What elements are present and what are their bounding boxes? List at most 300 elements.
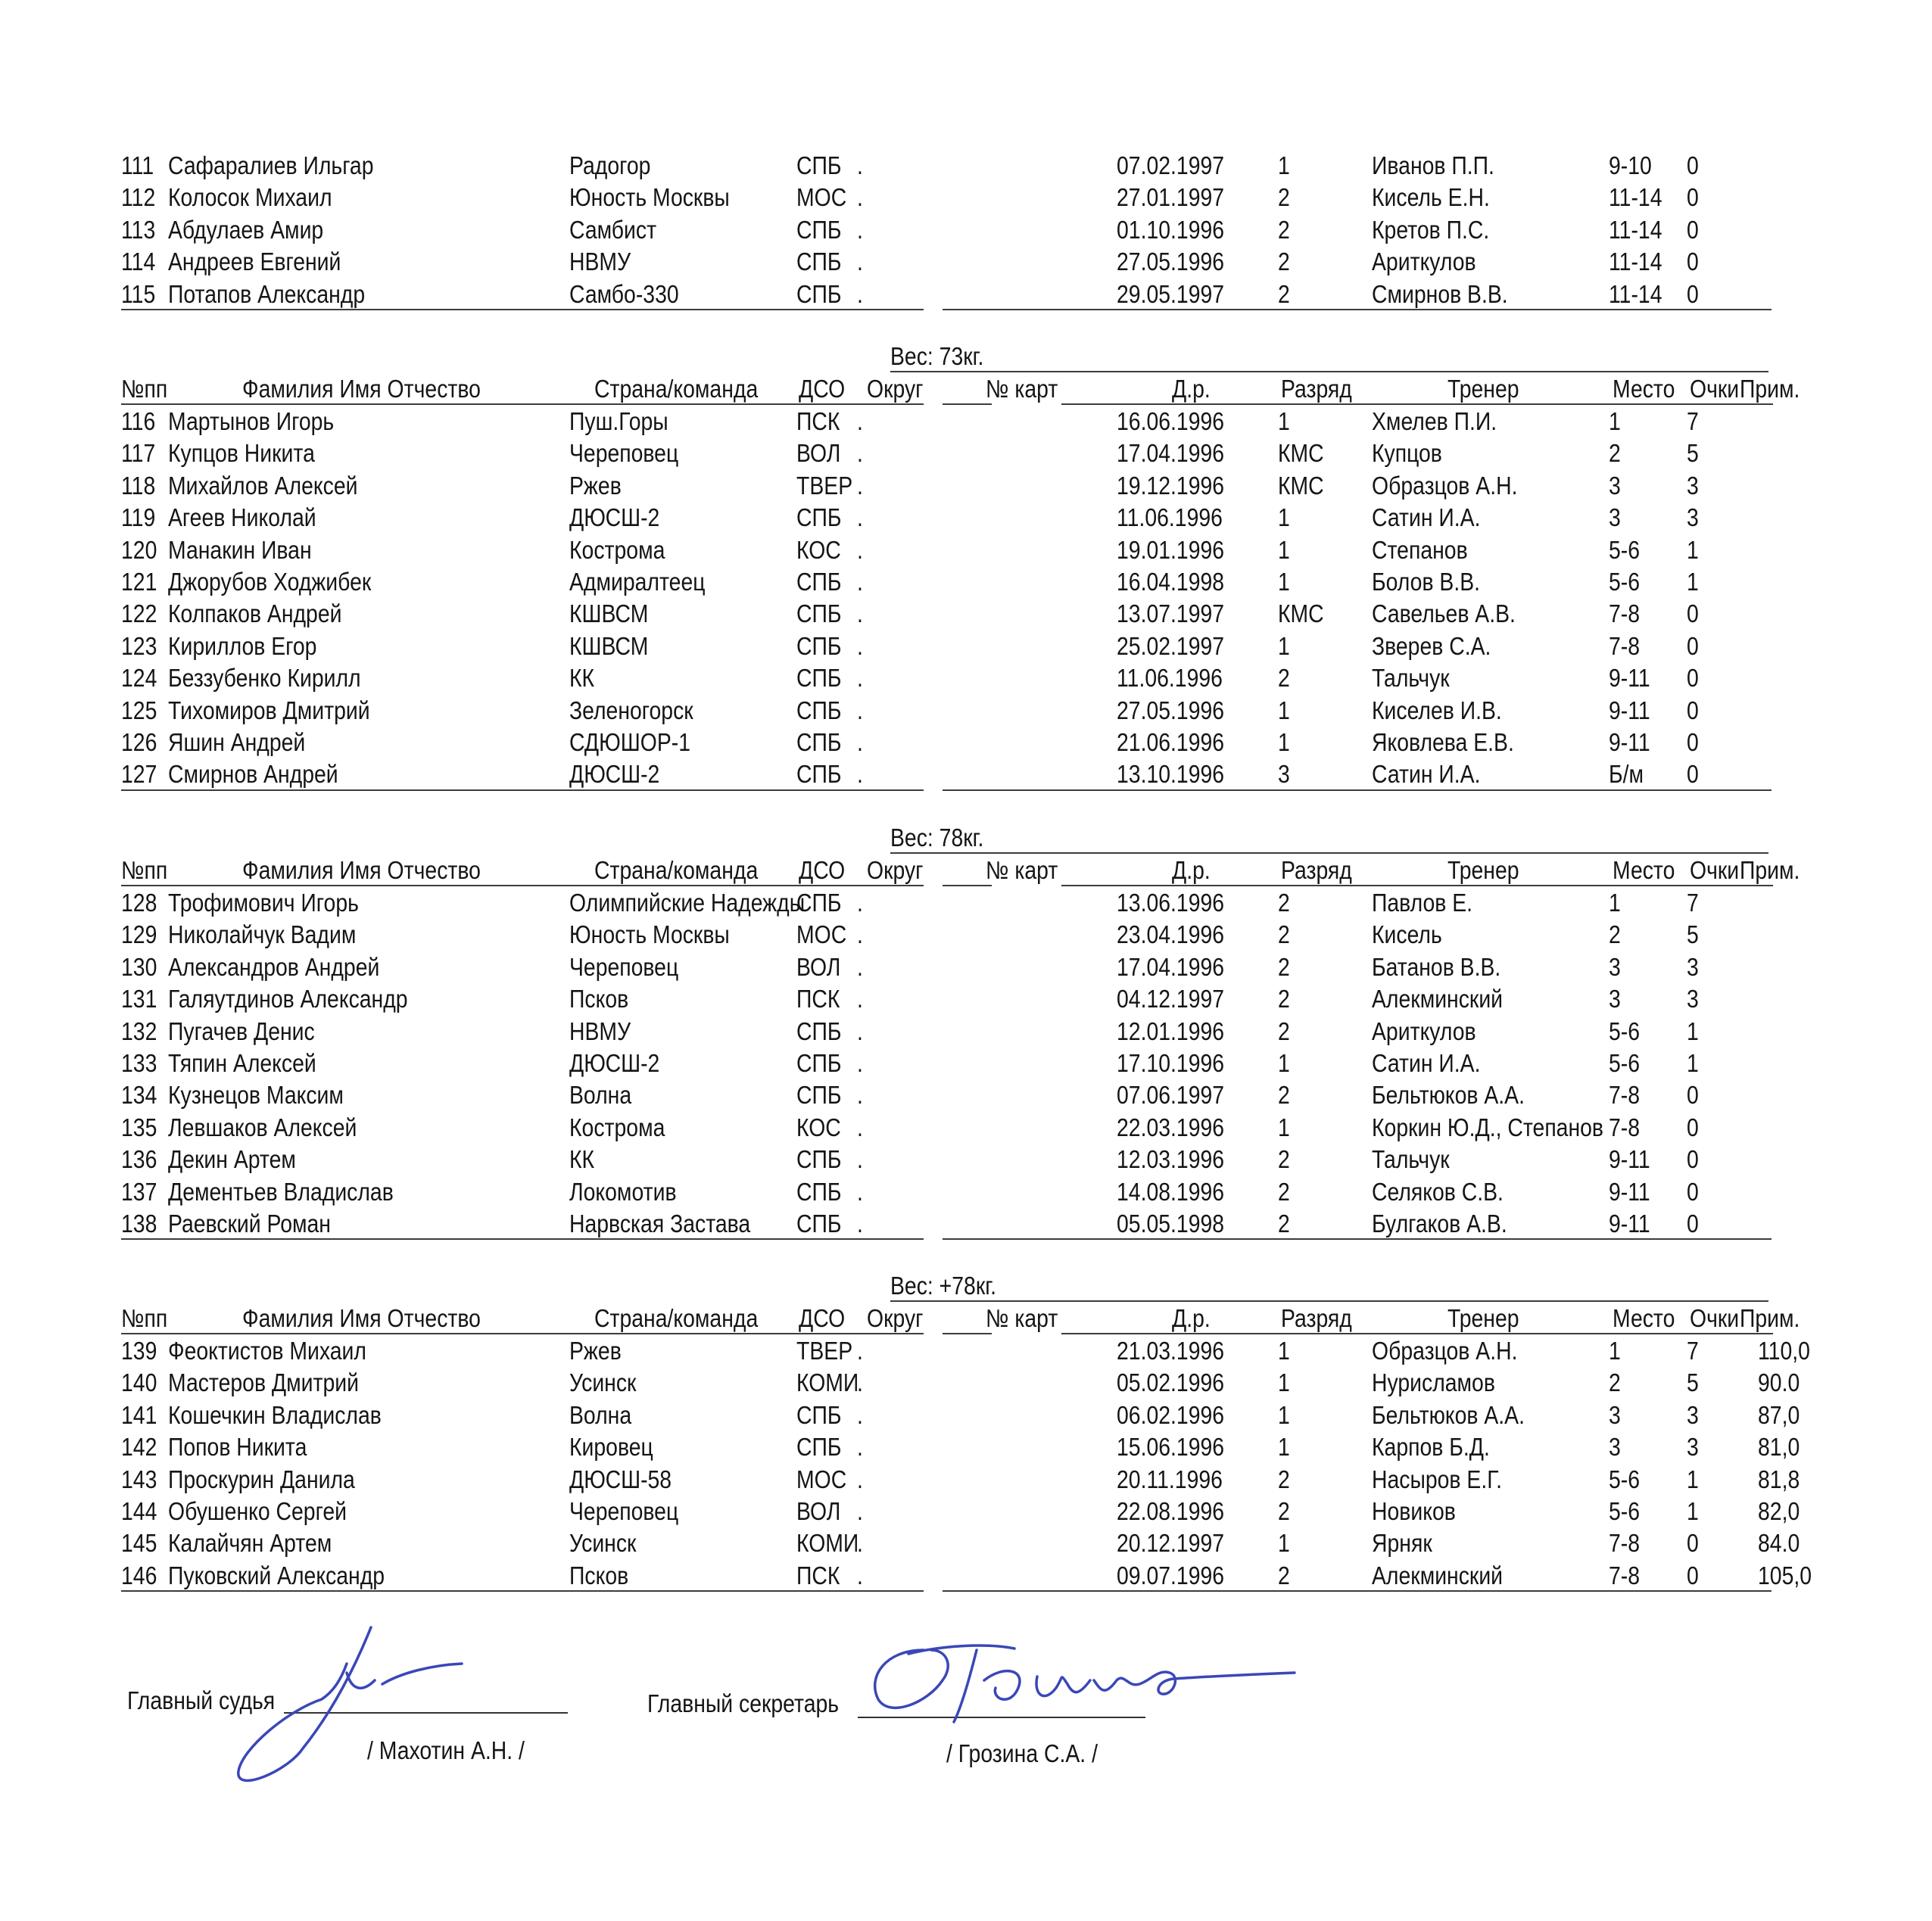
cell-dob: 19.12.1996 xyxy=(1117,471,1225,500)
cell-coach: Образцов А.Н. xyxy=(1372,471,1518,500)
cell-dso: СПБ xyxy=(796,1400,842,1429)
cell-dob: 11.06.1996 xyxy=(1117,664,1223,693)
column-header-coach: Тренер xyxy=(1447,856,1519,884)
cell-dso: СПБ xyxy=(796,1145,842,1174)
cell-dob: 14.08.1996 xyxy=(1117,1177,1225,1206)
cell-place: 5-6 xyxy=(1609,1049,1641,1077)
cell-dso: ТВЕР xyxy=(796,1337,853,1365)
column-header-card: № карт xyxy=(986,1304,1058,1332)
cell-points: 5 xyxy=(1687,439,1699,468)
cell-num: 113 xyxy=(121,215,156,244)
cell-name: Агеев Николай xyxy=(168,503,316,532)
cell-num: 143 xyxy=(121,1465,157,1493)
column-header-points: Очки xyxy=(1690,856,1740,884)
cell-coach: Булгаков А.В. xyxy=(1372,1210,1507,1238)
cell-rank: 2 xyxy=(1278,183,1290,212)
cell-dso: СПБ xyxy=(796,696,842,724)
cell-dob: 09.07.1996 xyxy=(1117,1561,1225,1589)
chief-judge-name: / Махотин А.Н. / xyxy=(367,1736,525,1764)
cell-team: Череповец xyxy=(569,952,679,981)
cell-coach: Иванов П.П. xyxy=(1372,151,1494,179)
cell-points: 0 xyxy=(1687,248,1699,276)
cell-dso: СПБ xyxy=(796,760,842,789)
column-header-team: Страна/команда xyxy=(594,1304,759,1332)
cell-team: Усинск xyxy=(569,1529,637,1558)
cell-coach: Карпов Б.Д. xyxy=(1372,1433,1490,1462)
cell-dso: КОМИ xyxy=(796,1529,859,1558)
cell-name: Левшаков Алексей xyxy=(168,1113,357,1141)
cell-okrug: . xyxy=(857,1113,863,1141)
cell-points: 0 xyxy=(1687,1145,1699,1174)
cell-points: 3 xyxy=(1687,1400,1699,1429)
header-rule xyxy=(943,1333,992,1334)
table-row xyxy=(0,1399,1932,1431)
cell-name: Джорубов Ходжибек xyxy=(168,568,372,596)
cell-okrug: . xyxy=(857,920,863,949)
cell-dso: СПБ xyxy=(796,889,842,917)
cell-num: 126 xyxy=(121,728,157,756)
cell-okrug: . xyxy=(857,1049,863,1077)
cell-rank: 1 xyxy=(1278,1113,1290,1141)
cell-rank: 1 xyxy=(1278,1368,1290,1397)
cell-coach: Ярняк xyxy=(1372,1529,1432,1558)
cell-name: Кузнецов Максим xyxy=(168,1081,344,1110)
cell-num: 121 xyxy=(121,568,157,596)
header-rule xyxy=(1061,1333,1773,1334)
cell-name: Абдулаев Амир xyxy=(168,215,324,244)
cell-rank: 2 xyxy=(1278,1497,1290,1525)
cell-dso: ТВЕР xyxy=(796,471,853,500)
cell-okrug: . xyxy=(857,1433,863,1462)
cell-team: Пуш.Горы xyxy=(569,407,668,435)
cell-okrug: . xyxy=(857,985,863,1013)
table-row xyxy=(0,150,1932,182)
cell-points: 0 xyxy=(1687,728,1699,756)
group-bottom-rule xyxy=(943,1238,1772,1240)
cell-coach: Насыров Е.Г. xyxy=(1372,1465,1502,1493)
cell-place: 5-6 xyxy=(1609,1465,1641,1493)
cell-okrug: . xyxy=(857,631,863,660)
cell-team: Кировец xyxy=(569,1433,653,1462)
cell-place: 9-11 xyxy=(1609,1210,1650,1238)
cell-num: 140 xyxy=(121,1368,157,1397)
cell-okrug: . xyxy=(857,535,863,564)
cell-place: 9-11 xyxy=(1609,728,1650,756)
cell-team: Ржев xyxy=(569,471,622,500)
cell-name: Купцов Никита xyxy=(168,439,315,468)
cell-dso: МОС xyxy=(796,1465,847,1493)
cell-dso: СПБ xyxy=(796,503,842,532)
cell-okrug: . xyxy=(857,952,863,981)
cell-rank: 1 xyxy=(1278,535,1290,564)
cell-points: 0 xyxy=(1687,760,1699,789)
cell-okrug: . xyxy=(857,889,863,917)
cell-coach: Хмелев П.И. xyxy=(1372,407,1497,435)
cell-num: 115 xyxy=(121,279,156,308)
cell-team: Кострома xyxy=(569,1113,665,1141)
column-header-rank: Разряд xyxy=(1281,375,1352,403)
cell-dso: КОМИ xyxy=(796,1368,859,1397)
cell-dob: 16.04.1998 xyxy=(1117,568,1225,596)
cell-name: Тяпин Алексей xyxy=(168,1049,316,1077)
cell-rank: 1 xyxy=(1278,728,1290,756)
cell-coach: Сатин И.А. xyxy=(1372,503,1481,532)
cell-okrug: . xyxy=(857,1465,863,1493)
cell-team: Зеленогорск xyxy=(569,696,693,724)
cell-coach: Купцов xyxy=(1372,439,1442,468)
cell-place: 7-8 xyxy=(1609,631,1641,660)
chief-judge-signature xyxy=(220,1620,477,1794)
cell-rank: 1 xyxy=(1278,568,1290,596)
cell-rank: 1 xyxy=(1278,1400,1290,1429)
cell-place: 5-6 xyxy=(1609,568,1641,596)
cell-team: КШВСМ xyxy=(569,631,649,660)
cell-okrug: . xyxy=(857,1145,863,1174)
cell-okrug: . xyxy=(857,1210,863,1238)
cell-dob: 12.01.1996 xyxy=(1117,1017,1225,1045)
cell-place: 3 xyxy=(1609,985,1621,1013)
table-row xyxy=(0,1208,1932,1240)
header-rule xyxy=(121,1333,924,1334)
cell-num: 144 xyxy=(121,1497,157,1525)
cell-points: 0 xyxy=(1687,183,1699,212)
column-header-okrug: Округ xyxy=(867,856,924,884)
table-row xyxy=(0,1079,1932,1111)
cell-name: Манакин Иван xyxy=(168,535,312,564)
cell-points: 5 xyxy=(1687,920,1699,949)
chief-judge-label: Главный судья xyxy=(127,1686,276,1714)
column-header-rank: Разряд xyxy=(1281,856,1352,884)
cell-note: 81,8 xyxy=(1758,1465,1800,1493)
cell-dob: 07.02.1997 xyxy=(1117,151,1225,179)
cell-team: НВМУ xyxy=(569,248,631,276)
column-header-fio: Фамилия Имя Отчество xyxy=(242,856,481,884)
cell-place: 1 xyxy=(1609,1337,1621,1365)
cell-dso: КОС xyxy=(796,1113,841,1141)
cell-dso: ПСК xyxy=(796,407,840,435)
cell-dob: 11.06.1996 xyxy=(1117,503,1223,532)
cell-coach: Алекминский xyxy=(1372,1561,1504,1589)
cell-coach: Нурисламов xyxy=(1372,1368,1495,1397)
header-rule xyxy=(943,403,992,405)
cell-num: 124 xyxy=(121,664,157,693)
cell-okrug: . xyxy=(857,599,863,628)
cell-points: 3 xyxy=(1687,952,1699,981)
group-bottom-rule xyxy=(121,789,924,791)
cell-num: 118 xyxy=(121,471,156,500)
cell-note: 84.0 xyxy=(1758,1529,1800,1558)
table-row xyxy=(0,1527,1932,1559)
cell-team: Самбист xyxy=(569,215,657,244)
cell-dob: 17.04.1996 xyxy=(1117,952,1225,981)
cell-dob: 21.03.1996 xyxy=(1117,1337,1225,1365)
cell-place: 7-8 xyxy=(1609,1529,1641,1558)
column-header-note: Прим. xyxy=(1740,1304,1800,1332)
table-row xyxy=(0,1431,1932,1463)
table-row xyxy=(0,470,1932,502)
cell-team: Череповец xyxy=(569,439,679,468)
cell-dob: 27.05.1996 xyxy=(1117,696,1225,724)
table-row xyxy=(0,1112,1932,1144)
cell-okrug: . xyxy=(857,215,863,244)
cell-dso: СПБ xyxy=(796,1433,842,1462)
cell-num: 139 xyxy=(121,1337,157,1365)
cell-points: 0 xyxy=(1687,1113,1699,1141)
cell-okrug: . xyxy=(857,1497,863,1525)
column-header-dob: Д.р. xyxy=(1172,375,1211,403)
column-header-dso: ДСО xyxy=(799,375,846,403)
cell-dso: КОС xyxy=(796,535,841,564)
column-header-points: Очки xyxy=(1690,1304,1740,1332)
cell-name: Михайлов Алексей xyxy=(168,471,358,500)
cell-name: Колосок Михаил xyxy=(168,183,332,212)
cell-num: 120 xyxy=(121,535,157,564)
cell-rank: 2 xyxy=(1278,952,1290,981)
cell-coach: Селяков С.В. xyxy=(1372,1177,1504,1206)
cell-num: 117 xyxy=(121,439,156,468)
cell-team: Череповец xyxy=(569,1497,679,1525)
cell-dob: 20.11.1996 xyxy=(1117,1465,1223,1493)
cell-points: 1 xyxy=(1687,568,1699,596)
cell-dso: ВОЛ xyxy=(796,439,841,468)
cell-team: КК xyxy=(569,664,595,693)
column-header-okrug: Округ xyxy=(867,375,924,403)
cell-dob: 20.12.1997 xyxy=(1117,1529,1225,1558)
header-rule xyxy=(121,403,924,405)
cell-rank: 1 xyxy=(1278,1337,1290,1365)
cell-num: 130 xyxy=(121,952,157,981)
cell-name: Александров Андрей xyxy=(168,952,380,981)
cell-team: ДЮСШ-2 xyxy=(569,760,660,789)
cell-team: Псков xyxy=(569,985,629,1013)
cell-points: 0 xyxy=(1687,1081,1699,1110)
column-header-fio: Фамилия Имя Отчество xyxy=(242,375,481,403)
table-row xyxy=(0,182,1932,213)
cell-dso: ПСК xyxy=(796,1561,840,1589)
cell-rank: 2 xyxy=(1278,1561,1290,1589)
cell-points: 1 xyxy=(1687,1465,1699,1493)
cell-num: 123 xyxy=(121,631,157,660)
table-row xyxy=(0,951,1932,983)
cell-coach: Зверев С.А. xyxy=(1372,631,1491,660)
cell-dso: СПБ xyxy=(796,248,842,276)
cell-coach: Коркин Ю.Д., Степанов xyxy=(1372,1113,1604,1141)
cell-points: 0 xyxy=(1687,631,1699,660)
cell-coach: Павлов Е. xyxy=(1372,889,1473,917)
column-header-num: №пп xyxy=(121,856,168,884)
cell-points: 1 xyxy=(1687,1049,1699,1077)
column-header-place: Место xyxy=(1613,1304,1675,1332)
cell-rank: 2 xyxy=(1278,279,1290,308)
cell-name: Раевский Роман xyxy=(168,1210,331,1238)
cell-num: 136 xyxy=(121,1145,157,1174)
column-header-place: Место xyxy=(1613,856,1675,884)
chief-secretary-name: / Грозина С.А. / xyxy=(946,1739,1098,1767)
cell-place: 3 xyxy=(1609,1433,1621,1462)
cell-name: Яшин Андрей xyxy=(168,728,306,756)
cell-place: 9-11 xyxy=(1609,664,1650,693)
cell-points: 7 xyxy=(1687,1337,1699,1365)
group-bottom-rule xyxy=(121,1590,924,1592)
cell-coach: Савельев А.В. xyxy=(1372,599,1516,628)
cell-place: 1 xyxy=(1609,407,1621,435)
cell-num: 137 xyxy=(121,1177,157,1206)
cell-coach: Киселев И.В. xyxy=(1372,696,1502,724)
cell-dob: 17.04.1996 xyxy=(1117,439,1225,468)
table-row xyxy=(0,246,1932,278)
cell-place: 9-11 xyxy=(1609,696,1650,724)
cell-num: 129 xyxy=(121,920,157,949)
cell-name: Проскурин Данила xyxy=(168,1465,355,1493)
cell-place: 11-14 xyxy=(1609,279,1662,308)
cell-place: 3 xyxy=(1609,471,1621,500)
cell-okrug: . xyxy=(857,1400,863,1429)
cell-team: Юность Москвы xyxy=(569,920,730,949)
cell-dob: 25.02.1997 xyxy=(1117,631,1225,660)
cell-rank: КМС xyxy=(1278,471,1324,500)
cell-num: 142 xyxy=(121,1433,157,1462)
cell-rank: 2 xyxy=(1278,664,1290,693)
header-rule xyxy=(121,885,924,886)
cell-place: 5-6 xyxy=(1609,1017,1641,1045)
cell-rank: КМС xyxy=(1278,439,1324,468)
cell-name: Николайчук Вадим xyxy=(168,920,357,949)
cell-num: 127 xyxy=(121,760,157,789)
cell-team: Самбо-330 xyxy=(569,279,679,308)
table-row xyxy=(0,1016,1932,1048)
cell-rank: 1 xyxy=(1278,151,1290,179)
cell-rank: 1 xyxy=(1278,1433,1290,1462)
chief-secretary-label: Главный секретарь xyxy=(647,1689,840,1717)
cell-num: 112 xyxy=(121,183,156,212)
cell-points: 3 xyxy=(1687,1433,1699,1462)
cell-name: Феоктистов Михаил xyxy=(168,1337,366,1365)
cell-okrug: . xyxy=(857,248,863,276)
cell-name: Попов Никита xyxy=(168,1433,307,1462)
cell-coach: Новиков xyxy=(1372,1497,1456,1525)
cell-rank: 3 xyxy=(1278,760,1290,789)
cell-okrug: . xyxy=(857,1368,863,1397)
cell-num: 119 xyxy=(121,503,156,532)
cell-coach: Образцов А.Н. xyxy=(1372,1337,1518,1365)
cell-okrug: . xyxy=(857,1529,863,1558)
column-header-fio: Фамилия Имя Отчество xyxy=(242,1304,481,1332)
cell-coach: Яковлева Е.В. xyxy=(1372,728,1514,756)
cell-team: Ржев xyxy=(569,1337,622,1365)
cell-dso: МОС xyxy=(796,920,847,949)
cell-place: 7-8 xyxy=(1609,1113,1641,1141)
cell-note: 81,0 xyxy=(1758,1433,1800,1462)
cell-okrug: . xyxy=(857,760,863,789)
column-header-coach: Тренер xyxy=(1447,1304,1519,1332)
cell-team: ДЮСШ-2 xyxy=(569,1049,660,1077)
cell-place: 2 xyxy=(1609,1368,1621,1397)
header-rule xyxy=(943,885,992,886)
cell-dso: СПБ xyxy=(796,279,842,308)
group-bottom-rule xyxy=(943,1590,1772,1592)
cell-coach: Смирнов В.В. xyxy=(1372,279,1508,308)
cell-place: 7-8 xyxy=(1609,1081,1641,1110)
cell-place: 9-11 xyxy=(1609,1145,1650,1174)
group-bottom-rule xyxy=(943,309,1772,310)
cell-okrug: . xyxy=(857,728,863,756)
column-header-place: Место xyxy=(1613,375,1675,403)
cell-place: 7-8 xyxy=(1609,599,1641,628)
cell-place: 11-14 xyxy=(1609,215,1662,244)
cell-points: 7 xyxy=(1687,889,1699,917)
cell-team: Волна xyxy=(569,1081,632,1110)
table-row xyxy=(0,887,1932,919)
weight-rule xyxy=(890,1300,1768,1302)
cell-rank: 2 xyxy=(1278,1465,1290,1493)
cell-place: 7-8 xyxy=(1609,1561,1641,1589)
column-header-num: №пп xyxy=(121,1304,168,1332)
cell-name: Калайчян Артем xyxy=(168,1529,332,1558)
column-header-dso: ДСО xyxy=(799,856,846,884)
cell-rank: 2 xyxy=(1278,1081,1290,1110)
column-header-num: №пп xyxy=(121,375,168,403)
cell-rank: 2 xyxy=(1278,1177,1290,1206)
cell-name: Дементьев Владислав xyxy=(168,1177,394,1206)
table-row xyxy=(0,1496,1932,1527)
table-row xyxy=(0,1560,1932,1592)
cell-place: 5-6 xyxy=(1609,535,1641,564)
column-header-note: Прим. xyxy=(1740,375,1800,403)
cell-note: 105,0 xyxy=(1758,1561,1812,1589)
table-row xyxy=(0,1144,1932,1175)
cell-points: 1 xyxy=(1687,535,1699,564)
table-row xyxy=(0,1048,1932,1079)
cell-note: 110,0 xyxy=(1758,1337,1810,1365)
cell-place: 9-10 xyxy=(1609,151,1652,179)
cell-rank: 1 xyxy=(1278,696,1290,724)
column-header-okrug: Округ xyxy=(867,1304,924,1332)
cell-num: 134 xyxy=(121,1081,157,1110)
cell-dso: СПБ xyxy=(796,631,842,660)
chief-secretary-signature xyxy=(863,1635,1302,1733)
table-row xyxy=(0,695,1932,727)
cell-points: 0 xyxy=(1687,1529,1699,1558)
cell-dob: 13.06.1996 xyxy=(1117,889,1225,917)
cell-coach: Кретов П.С. xyxy=(1372,215,1490,244)
cell-rank: 1 xyxy=(1278,631,1290,660)
cell-coach: Тальчук xyxy=(1372,664,1450,693)
cell-coach: Батанов В.В. xyxy=(1372,952,1501,981)
cell-dob: 19.01.1996 xyxy=(1117,535,1225,564)
cell-place: 3 xyxy=(1609,503,1621,532)
cell-num: 145 xyxy=(121,1529,157,1558)
cell-team: Олимпийские Надежды xyxy=(569,889,806,917)
cell-place: 2 xyxy=(1609,920,1621,949)
cell-place: Б/м xyxy=(1609,760,1644,789)
cell-points: 0 xyxy=(1687,279,1699,308)
cell-dso: ВОЛ xyxy=(796,1497,841,1525)
column-header-team: Страна/команда xyxy=(594,375,759,403)
table-row xyxy=(0,279,1932,310)
cell-okrug: . xyxy=(857,1177,863,1206)
table-header xyxy=(0,373,1932,405)
cell-name: Потапов Александр xyxy=(168,279,366,308)
cell-points: 3 xyxy=(1687,985,1699,1013)
cell-coach: Сатин И.А. xyxy=(1372,1049,1481,1077)
cell-num: 146 xyxy=(121,1561,157,1589)
cell-dso: СПБ xyxy=(796,599,842,628)
column-header-dob: Д.р. xyxy=(1172,856,1211,884)
cell-name: Обушенко Сергей xyxy=(168,1497,347,1525)
cell-okrug: . xyxy=(857,183,863,212)
cell-team: Юность Москвы xyxy=(569,183,730,212)
cell-rank: 2 xyxy=(1278,920,1290,949)
